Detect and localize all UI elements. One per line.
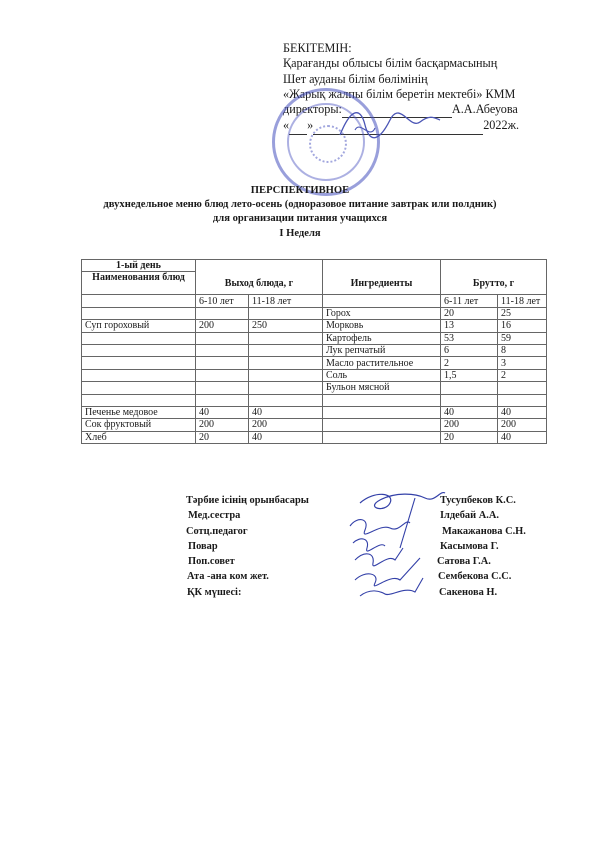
age-row [82,295,547,307]
table-row: Картофель 53 59 [82,332,547,344]
table-row: Горох 20 25 [82,307,547,319]
table-row: Хлеб 20 40 20 40 [82,431,547,443]
header-row-2 [82,272,547,295]
table-row: Печенье медовое 40 40 40 40 [82,406,547,418]
date-quote-close: » [307,118,314,133]
director-label: директоры: [283,102,342,117]
approval-line-3: «Жарық жалпы білім беретін мектебі» КММ [283,86,516,101]
date-quote-open: « [283,118,290,133]
age-output-1: 6-10 лет [196,295,249,307]
age-gross-1: 6-11 лет [441,295,498,307]
staff-signatures-icon [345,488,455,603]
approval-heading: БЕКІТЕМІН: [283,41,352,55]
day-label: 1-ый день [82,260,196,272]
approval-line-2: Шет ауданы білім бөлімінің [283,71,428,86]
table-row: Лук репчатый 6 8 [82,344,547,356]
title-line-1: ПЕРСПЕКТИВНОЕ [250,185,350,196]
output-header: Выход блюда, г [196,272,323,295]
table-row: Сок фруктовый 200 200 200 200 [82,419,547,431]
age-gross-2: 11-18 лет [498,295,547,307]
table-row [82,394,547,406]
title-week: I Неделя [279,227,321,239]
table-row: Бульон мясной [82,382,547,394]
title-line-3: для организации питания учащихся [212,213,388,225]
title-line-2: двухнедельное меню блюд лето-осень (одноразовое питание завтрак или полдник) [103,199,497,211]
approval-line-1: Қарағанды облысы білім басқармасының [283,56,498,71]
gross-header: Брутто, г [441,272,547,295]
table-row: Масло растительное 2 3 [82,357,547,369]
ingredients-header: Ингредиенты [323,272,441,295]
dish-header: Наименования блюд [82,272,196,295]
approval-year: 2022ж. [483,118,520,133]
table-row: Соль 1,5 2 [82,369,547,381]
age-output-2: 11-18 лет [249,295,323,307]
table-row: Суп гороховый 200 250 Морковь 13 16 [82,320,547,332]
official-stamp [272,88,380,196]
document-title [0,184,600,241]
director-name: А.А.Абеуова [451,102,518,117]
menu-table [81,259,547,444]
header-row-1 [82,260,547,272]
